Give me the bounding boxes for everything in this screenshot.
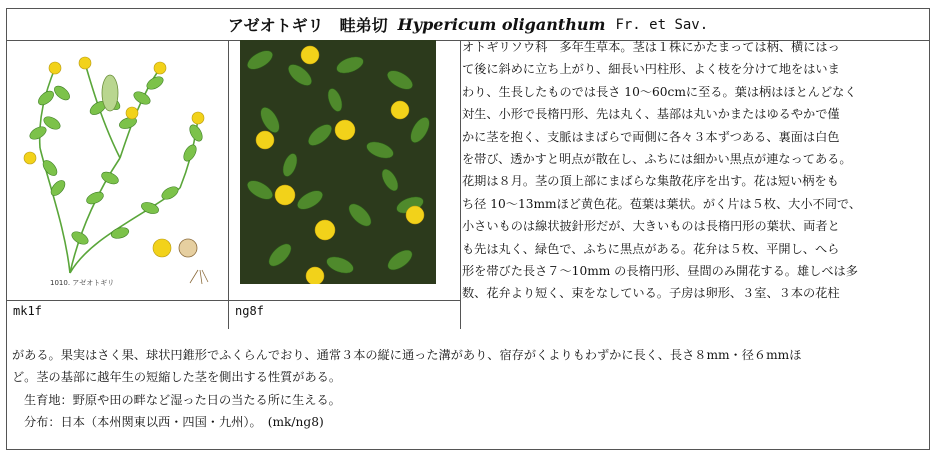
illustration-caption: mk1f <box>13 304 42 318</box>
botanical-illustration <box>10 38 210 288</box>
description-line: がある。果実はさく果、球状円錐形でふくらんでおり、通常３本の縦に通った溝があり、宿存がくよりもわずかに長く、長さ８mm・径６mmほ <box>12 348 802 362</box>
description-line: ど。茎の基部に越年生の短縮した茎を側出する性質がある。 <box>12 370 342 385</box>
illustration-label: 1010. アゼオトギリ <box>50 279 115 287</box>
description-full-text <box>12 344 918 434</box>
description-side-text <box>462 36 914 305</box>
description-line: 数、花弁より短く、束をなしている。子房は卵形、３室、３本の花柱 <box>462 286 840 301</box>
description-line: ち径 10～13mmほど黄色花。苞葉は葉状。がく片は５枚、大小不同で、 <box>462 196 862 211</box>
description-line: 形を帯びた長さ７～10mm の長楕円形、昼間のみ開花する。雄しべは多 <box>462 264 858 279</box>
description-line: も先は丸く、緑色で、ふちに黒点がある。花弁は５枚、平開し、へら <box>462 241 840 256</box>
scientific-name: Hypericum oliganthum <box>397 15 606 34</box>
photo-caption: ng8f <box>235 304 264 318</box>
description-line: を帯び、透かすと明点が散在し、ふちには細かい黒点が連なってある。 <box>462 152 852 167</box>
description-line: て後に斜めに立ち上がり、細長い円柱形、よく枝を分けて地をはいま <box>462 62 840 77</box>
author-citation: Fr. et Sav. <box>615 16 709 33</box>
description-line: 花期は８月。茎の頂上部にまばらな集散花序を出す。花は短い柄をも <box>462 174 839 189</box>
japanese-name: アゼオトギリ 畦弟切 <box>227 16 388 35</box>
caption-divider <box>228 301 229 323</box>
description-line: かに茎を抱く、支脈はまばらで両側に各々３本ずつある、裏面は白色 <box>462 129 840 144</box>
description-line: オトギリソウ科 多年生草本。茎は１株にかたまっては柄、横にはっ <box>462 40 840 54</box>
caption-row <box>7 300 461 322</box>
distribution-text: 分布：日本（本州関東以西・四国・九州）。 (mk/ng8) <box>24 415 324 430</box>
description-line: わり、生長したものでは長さ 10～60cmに至る。葉は柄はほとんどなく <box>462 84 857 99</box>
habitat-text: 生育地：野原や田の畔など湿った日の当たる所に生える。 <box>24 392 341 407</box>
description-line: 小さいものは線状披針形だが、大きいものは長楕円形の葉状、両者と <box>462 219 840 234</box>
description-line: 対生、小形で長楕円形、先は丸く、基部は丸いかまたはゆるやかで僅 <box>462 107 840 122</box>
plant-photo <box>240 40 436 284</box>
